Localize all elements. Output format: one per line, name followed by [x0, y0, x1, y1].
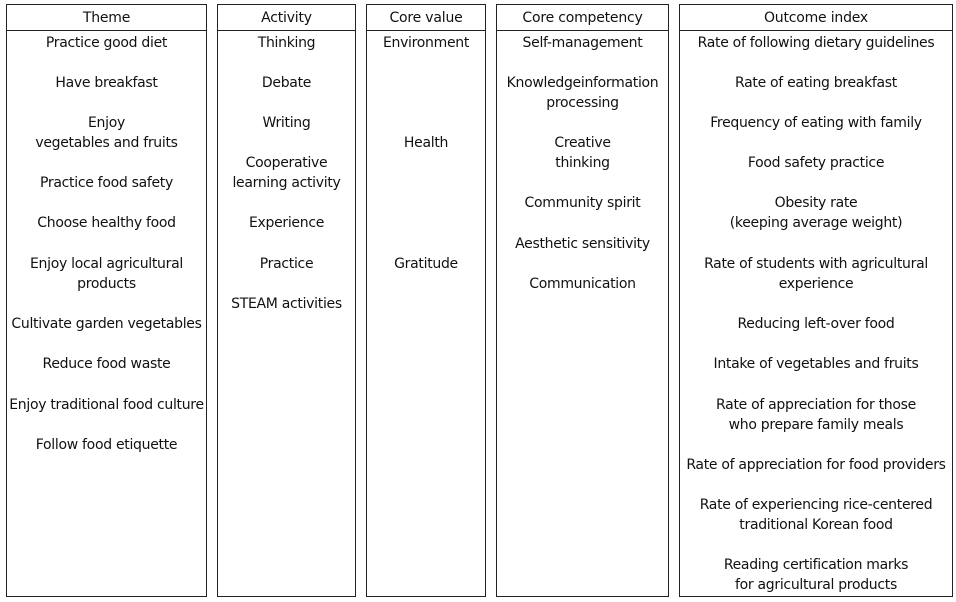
outcome-index-column	[679, 4, 953, 597]
theme-item: Enjoy traditional food culture	[9, 397, 204, 413]
activity-item: Thinking	[257, 35, 316, 51]
outcome-index-item: Frequency of eating with family	[710, 115, 922, 131]
core-value-item: Environment	[382, 35, 470, 51]
outcome-index-item: Reducing left-over food	[737, 316, 895, 332]
theme-item: Enjoy vegetables and fruits	[35, 115, 178, 151]
theme-item: Have breakfast	[55, 75, 158, 91]
theme-item: Enjoy local agricultural products	[30, 256, 183, 292]
core-competency-item: Aesthetic sensitivity	[515, 236, 650, 252]
core-value-column	[366, 4, 486, 597]
activity-item: Debate	[261, 75, 312, 91]
core-competency-item: Creative thinking	[554, 135, 611, 171]
core-competency-column	[496, 4, 669, 597]
core-competency-item: Knowledgeinformation processing	[506, 75, 659, 111]
activity-column	[217, 4, 356, 597]
core-competency-item: Communication	[529, 276, 636, 292]
theme-item: Cultivate garden vegetables	[11, 316, 202, 332]
core-competency-item: Community spirit	[524, 195, 641, 211]
core-competency-header: Core competency	[497, 5, 668, 31]
outcome-index-item: Obesity rate (keeping average weight)	[729, 195, 903, 231]
outcome-index-item: Rate of appreciation for food providers	[686, 457, 946, 473]
outcome-index-item: Reading certification marks for agricultural products	[723, 557, 909, 593]
outcome-index-item: Rate of eating breakfast	[734, 75, 897, 91]
core-value-header: Core value	[367, 5, 485, 31]
theme-header: Theme	[7, 5, 206, 31]
theme-item: Practice food safety	[40, 175, 173, 191]
outcome-index-item: Food safety practice	[747, 155, 885, 171]
outcome-index-item: Rate of appreciation for those who prepare family meals	[716, 397, 916, 433]
activity-item: Practice	[259, 256, 314, 272]
theme-column	[6, 4, 207, 597]
core-value-item: Gratitude	[394, 256, 458, 272]
theme-item: Practice good diet	[45, 35, 168, 51]
theme-item: Reduce food waste	[42, 356, 171, 372]
theme-item: Choose healthy food	[37, 215, 176, 231]
outcome-index-header: Outcome index	[680, 5, 952, 31]
activity-item: Experience	[248, 215, 325, 231]
outcome-index-item: Rate of students with agricultural experience	[704, 256, 928, 292]
core-value-item: Health	[403, 135, 449, 151]
outcome-index-item: Rate of following dietary guidelines	[697, 35, 935, 51]
activity-item: Cooperative learning activity	[232, 155, 341, 191]
activity-item: STEAM activities	[231, 296, 342, 312]
outcome-index-item: Intake of vegetables and fruits	[713, 356, 919, 372]
core-competency-item: Self-management	[522, 35, 643, 51]
activity-header: Activity	[218, 5, 355, 31]
outcome-index-item: Rate of experiencing rice-centered traditional Korean food	[699, 497, 933, 533]
activity-item: Writing	[262, 115, 311, 131]
theme-item: Follow food etiquette	[35, 437, 178, 453]
